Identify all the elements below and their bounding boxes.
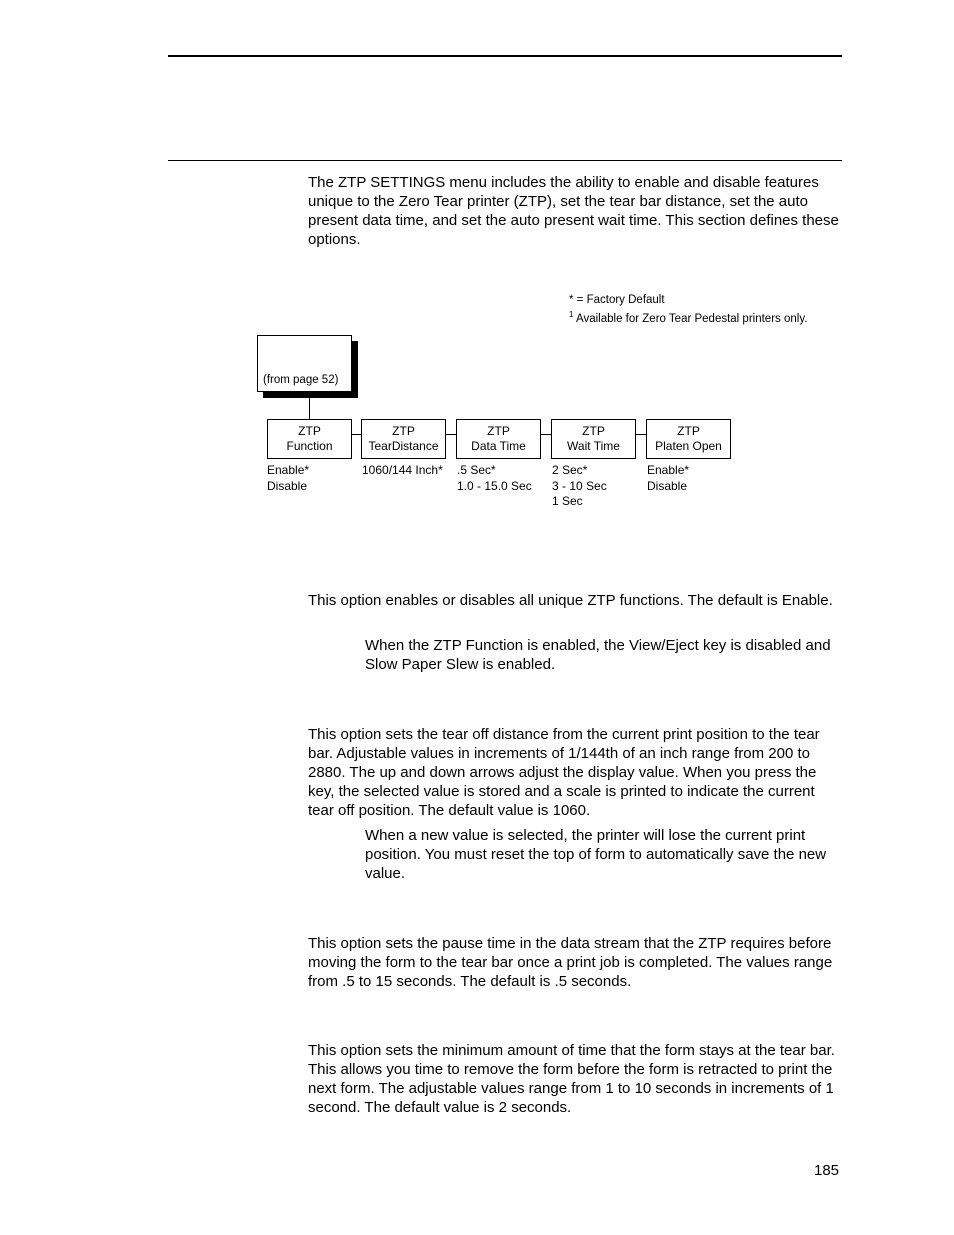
option-value: 1 Sec [552,494,583,508]
menu-box-ztp-function [267,419,352,459]
option-value: Disable [647,478,688,493]
option-value: 1060/144 Inch* [362,463,443,477]
options-ztp-function [267,463,309,494]
option-value: Disable [267,478,308,493]
menu-box-line2: TearDistance [368,439,439,453]
option-value: Enable* [267,463,310,477]
page-number: 185 [814,1162,840,1179]
ztp-function-paragraph: This option enables or disables all unique ZTP functions. The default is Enable. [308,592,833,609]
legend-footnote [569,308,807,326]
menu-box-line1: ZTP [298,424,321,438]
menu-box-ztp-data-time [456,419,541,459]
section-rule [168,160,842,161]
start-label: (from page 52) [263,374,339,386]
menu-box-line2: Platen Open [655,439,722,453]
options-ztp-teardistance [362,463,443,479]
options-ztp-wait-time [552,463,607,510]
connector-vertical [309,397,310,419]
intro-paragraph: The ZTP SETTINGS menu includes the ability to enable and disable features unique to the Zero Tear printer (ZTP), set the tear bar distance, set the auto present data time, and set the auto present wait time. This section defines these options. [308,174,839,248]
option-value: Enable* [647,463,690,477]
start-box [257,335,352,392]
tear-distance-note: When a new value is selected, the printer will lose the current print position. You must reset the top of form to automatically save the new value. [365,827,827,882]
option-value: 1.0 - 15.0 Sec [457,478,532,493]
footnote-text: Available for Zero Tear Pedestal printers only. [576,313,808,325]
menu-box-line1: ZTP [677,424,700,438]
menu-box-ztp-wait-time [551,419,636,459]
connector-3-4 [541,434,551,435]
options-ztp-data-time [457,463,532,494]
option-value: .5 Sec* [457,463,496,477]
options-ztp-platen-open [647,463,689,494]
connector-4-5 [636,434,646,435]
connector-2-3 [446,434,456,435]
ztp-function-note: When the ZTP Function is enabled, the View/Eject key is disabled and Slow Paper Slew is enabled. [365,637,831,673]
menu-box-line1: ZTP [487,424,510,438]
tear-distance-paragraph: This option sets the tear off distance from the current print position to the tear bar. Adjustable values in increments of 1/144th of an inch range from 200 to 2880. The up and down arrows adjust the display value. When you press the key, the selected value is stored and a scale is printed to indicate the current tear off position. The default value is 1060. [308,726,820,819]
option-value: 2 Sec* [552,463,588,477]
menu-box-line2: Wait Time [567,439,620,453]
legend-factory-default: * = Factory Default [569,294,665,306]
menu-box-line2: Data Time [471,439,526,453]
footnote-mark: 1 [569,310,574,319]
menu-box-line1: ZTP [392,424,415,438]
data-time-paragraph: This option sets the pause time in the data stream that the ZTP requires before moving the form to the tear bar once a print job is completed. The values range from .5 to 15 seconds. The default is .5 seconds. [308,935,833,990]
connector-1-2 [351,434,361,435]
option-value: 3 - 10 Sec [552,478,607,493]
menu-box-line2: Function [286,439,333,453]
menu-box-line1: ZTP [582,424,605,438]
menu-box-ztp-platen-open [646,419,731,459]
header-rule [168,55,842,57]
menu-box-ztp-teardistance [361,419,446,459]
wait-time-paragraph: This option sets the minimum amount of time that the form stays at the tear bar. This allows you time to remove the form before the form is retracted to print the next form. The adjustable values range from 1 to 10 seconds in increments of 1 second. The default value is 2 seconds. [308,1042,835,1116]
